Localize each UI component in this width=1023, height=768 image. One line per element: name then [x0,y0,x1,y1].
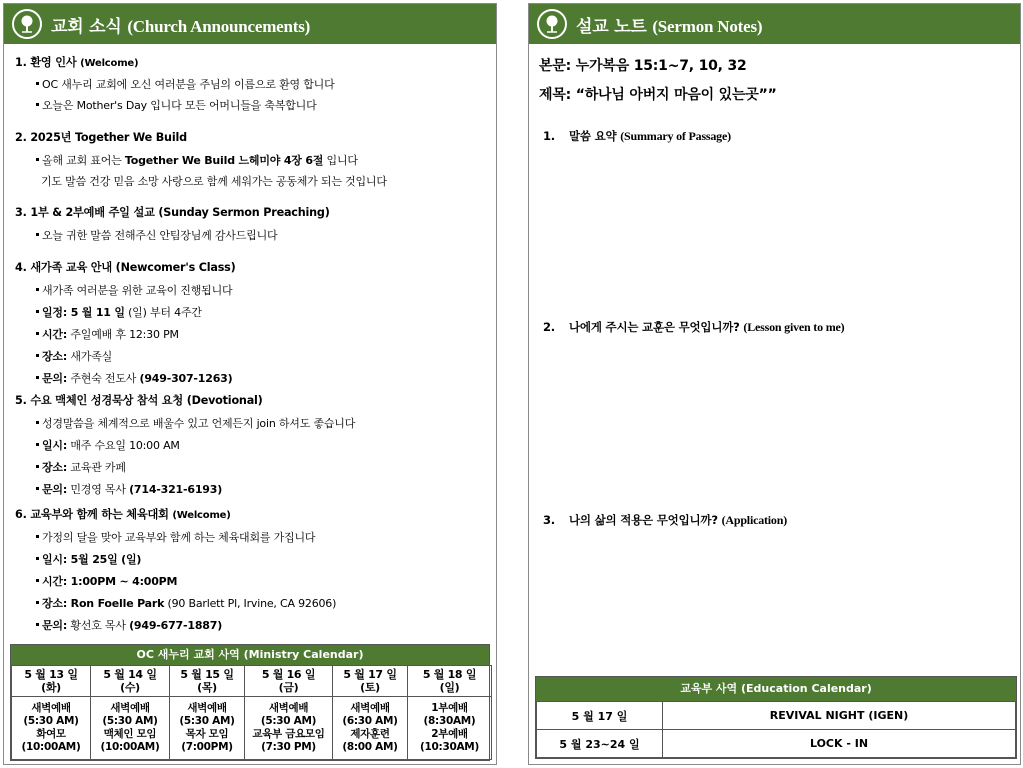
education-calendar [535,676,1017,759]
section-sports-day [15,506,490,633]
place-value: 교육관 카페 [67,461,126,474]
contact-name: 주현숙 전도사 [67,372,140,385]
section-sermon-preaching [15,204,490,243]
bullet-line [15,152,490,168]
schedule-rest: (일) 부터 4주간 [124,306,202,319]
question-summary [543,128,731,144]
event-line: (5:30 AM) [179,715,235,727]
contact-name: 황선호 목사 [67,619,130,632]
event-line: (10:00AM) [21,741,81,753]
education-event: LOCK - IN [663,730,1016,758]
time-label: 시간: [42,328,68,341]
section-title-en: (Welcome) [172,510,231,521]
question-lesson [543,319,844,335]
sermon-notes-panel [528,3,1021,765]
section-title: 3. 1부 & 2부예배 주일 설교 (Sunday Sermon Preaching) [15,206,330,219]
question-number: 2. [543,320,555,334]
day-weekday: (수) [120,681,140,694]
schedule-label: 일정 [42,306,63,319]
motto-verse: Together We Build 느헤미야 4장 6절 [124,154,324,167]
time-label: 일시: [42,439,68,452]
schedule-line [15,304,490,320]
bullet-line: 가정의 달을 맞아 교육부와 함께 하는 체육대회를 가집니다 [15,529,490,545]
event-line: 새벽예배 [31,702,71,714]
time-value: 매주 수요일 10:00 AM [67,439,180,452]
church-tree-logo-icon [537,9,567,39]
day-weekday: (화) [41,681,61,694]
section-devotional [15,392,490,497]
section-title: 5. 수요 맥체인 성경묵상 참석 요청 (Devotional) [15,394,263,407]
event-line: (7:00PM) [181,741,233,753]
section-together-we-build [15,129,490,189]
place-line [15,348,490,364]
contact-name: 민경영 목사 [67,483,130,496]
schedule-date: : 5 월 11 일 [62,306,125,319]
contact-line [15,481,490,497]
church-tree-logo-icon [12,9,42,39]
section-newcomer-class [15,259,490,386]
event-line: (5:30 AM) [260,715,317,727]
event-line: 목자 모임 [185,728,229,740]
event-line: (5:30 AM) [102,715,158,727]
section-title: 4. 새가족 교육 안내 (Newcomer's Class) [15,261,236,274]
calendar-day-cell [170,666,245,697]
place-label: 장소: [42,350,68,363]
announcements-title-ko: 교회 소식 [51,16,122,37]
section-welcome [15,54,490,113]
contact-label: 문의: [42,372,68,385]
question-ko: 나에게 주시는 교훈은 무엇입니까? [569,320,744,334]
day-weekday: (일) [439,681,460,694]
contact-phone: (949-307-1263) [139,372,233,385]
date-line: 일시: 5월 25일 (일) [15,551,490,567]
time-line [15,326,490,342]
calendar-event-cell [91,697,170,760]
day-weekday: (목) [197,681,217,694]
place-label: 장소: Ron Foelle Park [42,597,165,610]
contact-phone: (714-321-6193) [129,483,223,496]
day-date: 5 월 15 일 [180,668,234,681]
calendar-event-cell [245,697,333,760]
time-line: 시간: 1:00PM ~ 4:00PM [15,573,490,589]
event-line: (10:30AM) [420,741,479,753]
education-date: 5 월 17 일 [537,702,663,730]
event-line: 새벽예배 [110,702,150,714]
calendar-event-cell [170,697,245,760]
day-weekday: (토) [360,681,380,694]
day-weekday: (금) [278,681,299,694]
day-date: 5 월 17 일 [343,668,397,681]
contact-phone: (949-677-1887) [129,619,223,632]
section-title [15,506,490,522]
question-ko: 나의 삶의 적용은 무엇입니까? [569,513,722,527]
contact-label: 문의: [42,619,68,632]
announcements-title-en: (Church Announcements) [127,16,311,36]
day-date: 5 월 16 일 [261,668,316,681]
calendar-event-cell [12,697,91,760]
event-line: (6:30 AM) [342,715,398,727]
motto-post: 입니다 [323,154,358,167]
bullet-line: 오늘은 Mother's Day 입니다 모든 어머니들을 축복합니다 [15,97,490,113]
time-value: 주일예배 후 12:30 PM [67,328,179,341]
education-date: 5 월 23~24 일 [537,730,663,758]
contact-label: 문의: [42,483,68,496]
education-row [537,730,1016,758]
announcements-title [51,12,310,37]
bullet-line: 오늘 귀한 말씀 전해주신 안팀장님께 감사드립니다 [15,227,490,243]
calendar-day-cell [12,666,91,697]
education-event: REVIVAL NIGHT (IGEN) [663,702,1016,730]
contact-line [15,617,490,633]
education-calendar-caption: 교육부 사역 (Education Calendar) [536,677,1016,701]
contact-line [15,370,490,386]
section-title-text: 6. 교육부와 함께 하는 체육대회 [15,508,169,521]
education-calendar-table [536,701,1016,758]
event-line: (8:00 AM) [342,741,398,753]
event-line: 1부예배 [431,702,468,714]
section-title-en: (Welcome) [80,58,139,69]
sermon-notes-title-en: (Sermon Notes) [652,16,763,36]
sermon-title: 제목: “하나님 아버지 마음이 있는곳”” [539,87,777,103]
question-number: 3. [543,513,555,527]
section-title: 2. 2025년 Together We Build [15,131,187,144]
event-line: 새벽예배 [350,702,390,714]
calendar-event-cell [333,697,408,760]
ministry-calendar-table [11,665,492,760]
education-row [537,702,1016,730]
event-line: 맥체인 모임 [103,728,157,740]
ministry-calendar-caption: OC 새누리 교회 사역 (Ministry Calendar) [11,645,489,665]
place-address: (90 Barlett Pl, Irvine, CA 92606) [164,597,337,610]
calendar-day-cell [408,666,492,697]
question-en: (Summary of Passage) [620,129,731,143]
day-date: 5 월 18 일 [422,668,477,681]
calendar-events-row [12,697,492,760]
sermon-notes-title-ko: 설교 노트 [576,16,647,37]
calendar-day-cell [333,666,408,697]
sermon-notes-header [529,4,1020,44]
calendar-day-cell [91,666,170,697]
calendar-day-cell [245,666,333,697]
event-line: (10:00AM) [100,741,160,753]
calendar-event-cell [408,697,492,760]
day-date: 5 월 14 일 [103,668,157,681]
event-line: (7:30 PM) [261,741,316,753]
bullet-line: 성경말씀을 체계적으로 배울수 있고 언제든지 join 하셔도 좋습니다 [15,415,490,431]
bullet-line: OC 새누리 교회에 오신 여러분을 주님의 이름으로 환영 합니다 [15,76,490,92]
question-application [543,512,787,528]
bullet-line: 새가족 여러분을 위한 교육이 진행됩니다 [15,282,490,298]
continuation-line: 기도 말씀 건강 믿음 소망 사랑으로 함께 세워가는 공동체가 되는 것입니다 [41,175,387,188]
time-line [15,437,490,453]
event-line: 새벽예배 [268,702,309,714]
question-ko: 말씀 요약 [569,129,621,143]
motto-pre: 올해 교회 표어는 [42,154,125,167]
place-label: 장소: [42,461,68,474]
section-title [15,54,490,70]
event-line: 제자훈련 [350,728,390,740]
question-en: (Lesson given to me) [743,320,845,334]
announcements-header [4,4,496,44]
place-line [15,595,490,611]
event-line: (5:30 AM) [23,715,79,727]
church-announcements-panel [3,3,497,765]
question-number: 1. [543,129,555,143]
calendar-days-row [12,666,492,697]
sermon-notes-title [576,12,762,37]
event-line: (8:30AM) [423,715,476,727]
event-line: 화여모 [36,728,66,740]
event-line: 교육부 금요모임 [252,728,325,740]
sermon-passage: 본문: 누가복음 15:1~7, 10, 32 [539,58,747,74]
event-line: 2부예배 [431,728,468,740]
day-date: 5 월 13 일 [24,668,78,681]
ministry-calendar [10,644,490,761]
event-line: 새벽예배 [187,702,227,714]
question-en: (Application) [721,513,787,527]
place-line [15,459,490,475]
place-value: 새가족실 [67,350,113,363]
section-title-text: 1. 환영 인사 [15,56,77,69]
